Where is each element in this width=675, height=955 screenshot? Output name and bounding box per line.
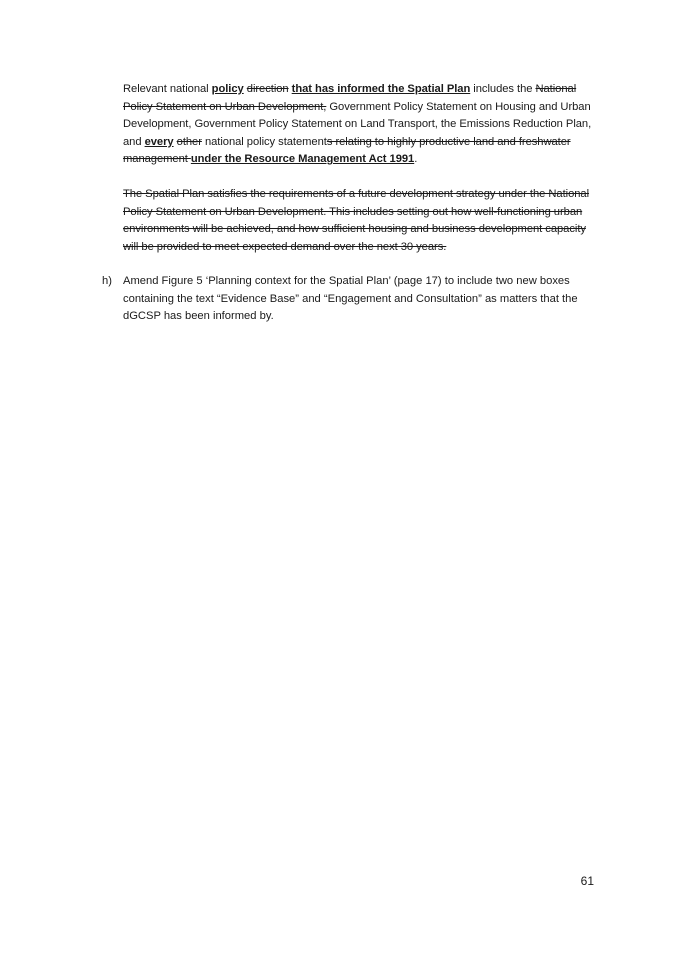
- inserted-text-rma: under the Resource Management Act 1991: [190, 153, 415, 166]
- deleted-text-relating: s relating to highly productive land and freshwater management: [123, 135, 571, 166]
- future-development-strategy-paragraph: [123, 186, 593, 256]
- relevant-policy-paragraph: [123, 81, 593, 169]
- deleted-text-direction: direction: [246, 83, 289, 95]
- page-number: 61: [580, 874, 594, 888]
- inserted-text-policy: policy: [211, 83, 244, 95]
- list-marker: h): [102, 275, 112, 287]
- text-run: national policy statement: [201, 135, 327, 148]
- deleted-text-other: other: [176, 135, 202, 148]
- text-run: Relevant national: [123, 83, 212, 95]
- deleted-paragraph-text: The Spatial Plan satisfies the requirements of a future development strategy under the National Policy Statement on Urban Development. This includes setting out how well-functioning urban environments will be achieved, and how sufficient housing and business development capacity will be provided to meet expected demand over the next 30 years.: [123, 188, 590, 253]
- text-run: includes the: [470, 83, 536, 95]
- text-run: .: [414, 153, 418, 166]
- inserted-text-informed: that has informed the Spatial Plan: [291, 83, 471, 95]
- deleted-text-nps-ud: National Policy Statement on Urban Development,: [123, 83, 577, 113]
- text-run: Government Policy Statement on Housing and Urban Development, Government Policy Statement on Land Transport, the Emissions Reduction Plan, and: [123, 100, 592, 148]
- list-item-text: Amend Figure 5 ‘Planning context for the Spatial Plan’ (page 17) to include two new boxes containing the text “Evidence Base” and “Engagement and Consultation” as matters that the dGCSP has been informed by.: [123, 275, 578, 323]
- inserted-text-every: every: [144, 135, 174, 148]
